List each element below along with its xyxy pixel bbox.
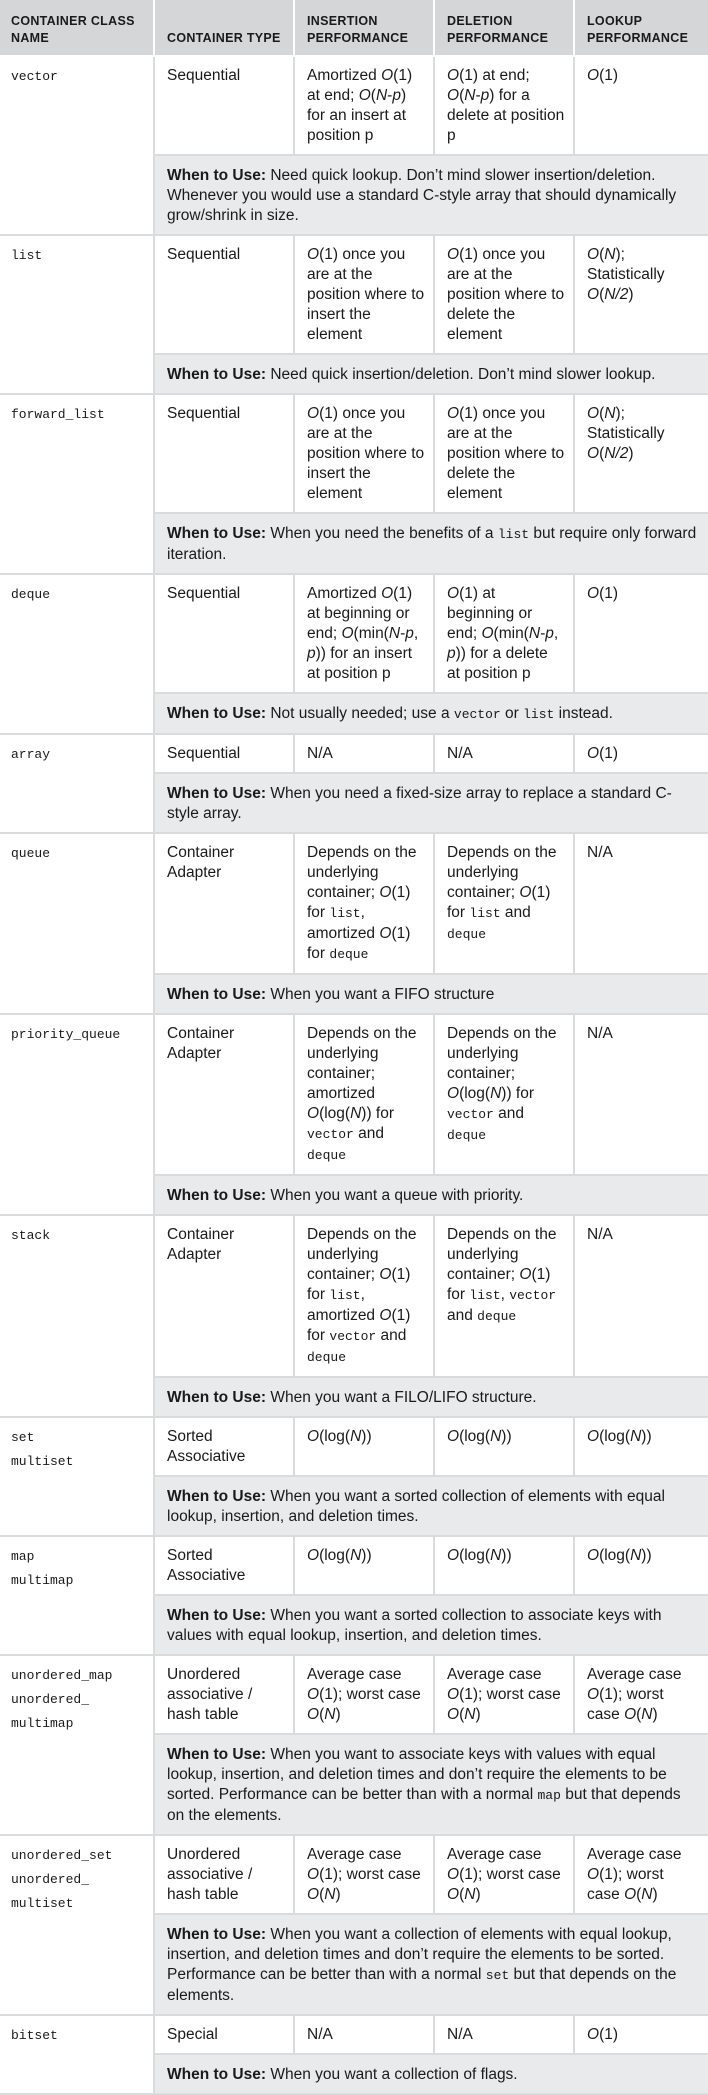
when-to-use-text: When you want a sorted collection to associate keys with values with equal lookup, insertion, and deletion times.: [167, 1607, 662, 1644]
container-class-name: [0, 57, 155, 236]
header-container-class-name: CONTAINER CLASS NAME: [0, 0, 155, 57]
container-name-text: stack: [11, 1228, 51, 1243]
deletion-performance-cell: Depends on the underlying container; O(1) for list and deque: [435, 834, 575, 975]
table-row: [0, 2016, 708, 2055]
insertion-performance-cell: N/A: [295, 735, 435, 774]
container-name-text: forward_list: [11, 407, 105, 422]
table-body: [0, 57, 708, 2095]
deletion-performance-cell: Average case O(1); worst case O(N): [435, 1656, 575, 1735]
container-name-text: multiset: [11, 1454, 74, 1469]
when-to-use-label: When to Use:: [167, 1488, 267, 1505]
container-name-text: multiset: [11, 1896, 74, 1911]
container-type-cell: Special: [155, 2016, 295, 2055]
lookup-performance-cell: N/A: [575, 1216, 708, 1378]
container-class-name: [0, 834, 155, 1015]
insertion-performance-cell: O(log(N)): [295, 1418, 435, 1477]
lookup-performance-cell: N/A: [575, 1015, 708, 1176]
lookup-performance-cell: O(1): [575, 57, 708, 156]
when-to-use-text: Need quick insertion/deletion. Don’t mind slower lookup.: [270, 366, 656, 383]
when-to-use-text: When you need a fixed-size array to replace a standard C-style array.: [167, 785, 672, 822]
when-to-use-cell: [155, 1176, 708, 1216]
container-name-text: unordered_: [11, 1872, 90, 1887]
container-type-cell: Sequential: [155, 57, 295, 156]
when-to-use-label: When to Use:: [167, 525, 267, 542]
when-to-use-label: When to Use:: [167, 785, 267, 802]
insertion-performance-cell: Amortized O(1) at end; O(N-p) for an insert at position p: [295, 57, 435, 156]
when-to-use-label: When to Use:: [167, 1389, 267, 1406]
insertion-performance-cell: Amortized O(1) at beginning or end; O(min(N-p, p)) for an insert at position p: [295, 575, 435, 694]
container-class-name: [0, 395, 155, 575]
table-row: [0, 1216, 708, 1378]
when-to-use-label: When to Use:: [167, 2066, 267, 2083]
container-name-text: vector: [11, 69, 58, 84]
when-to-use-label: When to Use:: [167, 1607, 267, 1624]
container-name-text: bitset: [11, 2028, 58, 2043]
container-type-cell: Container Adapter: [155, 834, 295, 975]
when-to-use-label: When to Use:: [167, 1926, 267, 1943]
insertion-performance-cell: Depends on the underlying container; amortized O(log(N)) for vector and deque: [295, 1015, 435, 1176]
container-name-text: unordered_set: [11, 1848, 113, 1863]
table-row: [0, 575, 708, 694]
table-header: [0, 0, 708, 57]
when-to-use-label: When to Use:: [167, 986, 267, 1003]
container-type-cell: Sequential: [155, 395, 295, 514]
when-to-use-text: When you want a collection of flags.: [270, 2066, 518, 2083]
when-to-use-cell: [155, 1735, 708, 1836]
table-row: [0, 395, 708, 514]
header-lookup-performance: LOOKUP PERFORMANCE: [575, 0, 708, 57]
container-class-name: [0, 1836, 155, 2016]
lookup-performance-cell: O(1): [575, 735, 708, 774]
container-name-text: multimap: [11, 1716, 74, 1731]
container-class-name: [0, 575, 155, 735]
when-to-use-text: When you want a collection of elements with equal lookup, insertion, and deletion times and don’t require the elements to be sorted. Performance can be better than with a normal set but that depends on the elements.: [167, 1926, 677, 2004]
container-type-cell: Sorted Associative: [155, 1418, 295, 1477]
table-row: [0, 1836, 708, 1915]
when-to-use-text: When you want a FILO/LIFO structure.: [270, 1389, 537, 1406]
lookup-performance-cell: Average case O(1); worst case O(N): [575, 1836, 708, 1915]
container-class-name: [0, 1537, 155, 1656]
when-to-use-cell: [155, 1477, 708, 1537]
when-to-use-label: When to Use:: [167, 167, 267, 184]
table-row: [0, 1537, 708, 1596]
insertion-performance-cell: O(1) once you are at the position where to insert the element: [295, 395, 435, 514]
container-type-cell: Sequential: [155, 575, 295, 694]
when-to-use-cell: [155, 514, 708, 575]
lookup-performance-cell: Average case O(1); worst case O(N): [575, 1656, 708, 1735]
table-row: [0, 57, 708, 156]
container-type-cell: Sorted Associative: [155, 1537, 295, 1596]
container-class-name: [0, 1656, 155, 1836]
lookup-performance-cell: N/A: [575, 834, 708, 975]
container-name-text: multimap: [11, 1573, 74, 1588]
header-insertion-performance: INSERTION PERFORMANCE: [295, 0, 435, 57]
lookup-performance-cell: O(1): [575, 2016, 708, 2055]
insertion-performance-cell: N/A: [295, 2016, 435, 2055]
when-to-use-text: Need quick lookup. Don’t mind slower insertion/deletion. Whenever you would use a standard C-style array that should dynamically grow/shrink in size.: [167, 167, 677, 224]
container-class-name: [0, 2016, 155, 2095]
when-to-use-cell: [155, 1596, 708, 1656]
when-to-use-cell: [155, 1915, 708, 2016]
deletion-performance-cell: Depends on the underlying container; O(1) for list, vector and deque: [435, 1216, 575, 1378]
table-row: [0, 1418, 708, 1477]
when-to-use-cell: [155, 975, 708, 1015]
container-name-text: map: [11, 1549, 35, 1564]
when-to-use-cell: [155, 156, 708, 236]
when-to-use-cell: [155, 774, 708, 834]
deletion-performance-cell: O(1) at end; O(N-p) for a delete at position p: [435, 57, 575, 156]
deletion-performance-cell: N/A: [435, 2016, 575, 2055]
container-class-name: [0, 236, 155, 395]
insertion-performance-cell: O(1) once you are at the position where to insert the element: [295, 236, 435, 355]
when-to-use-cell: [155, 1378, 708, 1418]
container-name-text: priority_queue: [11, 1027, 121, 1042]
deletion-performance-cell: O(1) once you are at the position where to delete the element: [435, 236, 575, 355]
lookup-performance-cell: O(1): [575, 575, 708, 694]
container-name-text: unordered_: [11, 1692, 90, 1707]
container-type-cell: Sequential: [155, 236, 295, 355]
container-type-cell: Container Adapter: [155, 1015, 295, 1176]
insertion-performance-cell: O(log(N)): [295, 1537, 435, 1596]
lookup-performance-cell: O(log(N)): [575, 1537, 708, 1596]
when-to-use-text: When you need the benefits of a list but require only forward iteration.: [167, 525, 697, 563]
when-to-use-text: When you want a sorted collection of elements with equal lookup, insertion, and deletion times.: [167, 1488, 665, 1525]
lookup-performance-cell: O(N); Statistically O(N/2): [575, 236, 708, 355]
header-container-type: CONTAINER TYPE: [155, 0, 295, 57]
table-row: [0, 1656, 708, 1735]
when-to-use-cell: [155, 2055, 708, 2095]
table-row: [0, 236, 708, 355]
insertion-performance-cell: Average case O(1); worst case O(N): [295, 1656, 435, 1735]
container-name-text: unordered_map: [11, 1668, 113, 1683]
container-name-text: queue: [11, 846, 51, 861]
lookup-performance-cell: O(N); Statistically O(N/2): [575, 395, 708, 514]
container-type-cell: Container Adapter: [155, 1216, 295, 1378]
header-row: [0, 0, 708, 57]
insertion-performance-cell: Average case O(1); worst case O(N): [295, 1836, 435, 1915]
when-to-use-label: When to Use:: [167, 1187, 267, 1204]
deletion-performance-cell: Depends on the underlying container; O(log(N)) for vector and deque: [435, 1015, 575, 1176]
container-class-name: [0, 1015, 155, 1216]
lookup-performance-cell: O(log(N)): [575, 1418, 708, 1477]
deletion-performance-cell: O(1) once you are at the position where to delete the element: [435, 395, 575, 514]
when-to-use-label: When to Use:: [167, 1746, 267, 1763]
container-name-text: array: [11, 747, 51, 762]
container-type-cell: Unordered associative / hash table: [155, 1656, 295, 1735]
container-type-cell: Sequential: [155, 735, 295, 774]
when-to-use-text: When you want to associate keys with values with equal lookup, insertion, and deletion times and don’t require the elements to be sorted. Performance can be better than with a normal map but that depends on the elements.: [167, 1746, 681, 1824]
when-to-use-text: When you want a queue with priority.: [270, 1187, 524, 1204]
deletion-performance-cell: O(log(N)): [435, 1418, 575, 1477]
container-class-name: [0, 735, 155, 834]
container-name-text: list: [11, 248, 43, 263]
table-row: [0, 1015, 708, 1176]
container-name-text: deque: [11, 587, 51, 602]
container-type-cell: Unordered associative / hash table: [155, 1836, 295, 1915]
when-to-use-label: When to Use:: [167, 705, 267, 722]
deletion-performance-cell: Average case O(1); worst case O(N): [435, 1836, 575, 1915]
deletion-performance-cell: O(1) at beginning or end; O(min(N-p, p)) for a delete at position p: [435, 575, 575, 694]
header-deletion-performance: DELETION PERFORMANCE: [435, 0, 575, 57]
when-to-use-text: Not usually needed; use a vector or list instead.: [270, 705, 613, 722]
when-to-use-cell: [155, 355, 708, 395]
deletion-performance-cell: O(log(N)): [435, 1537, 575, 1596]
container-class-name: [0, 1216, 155, 1418]
insertion-performance-cell: Depends on the underlying container; O(1) for list, amortized O(1) for vector and deque: [295, 1216, 435, 1378]
container-name-text: set: [11, 1430, 35, 1445]
container-class-name: [0, 1418, 155, 1537]
when-to-use-text: When you want a FIFO structure: [270, 986, 495, 1003]
insertion-performance-cell: Depends on the underlying container; O(1) for list, amortized O(1) for deque: [295, 834, 435, 975]
when-to-use-cell: [155, 694, 708, 735]
table-row: [0, 834, 708, 975]
when-to-use-label: When to Use:: [167, 366, 267, 383]
table-row: [0, 735, 708, 774]
deletion-performance-cell: N/A: [435, 735, 575, 774]
